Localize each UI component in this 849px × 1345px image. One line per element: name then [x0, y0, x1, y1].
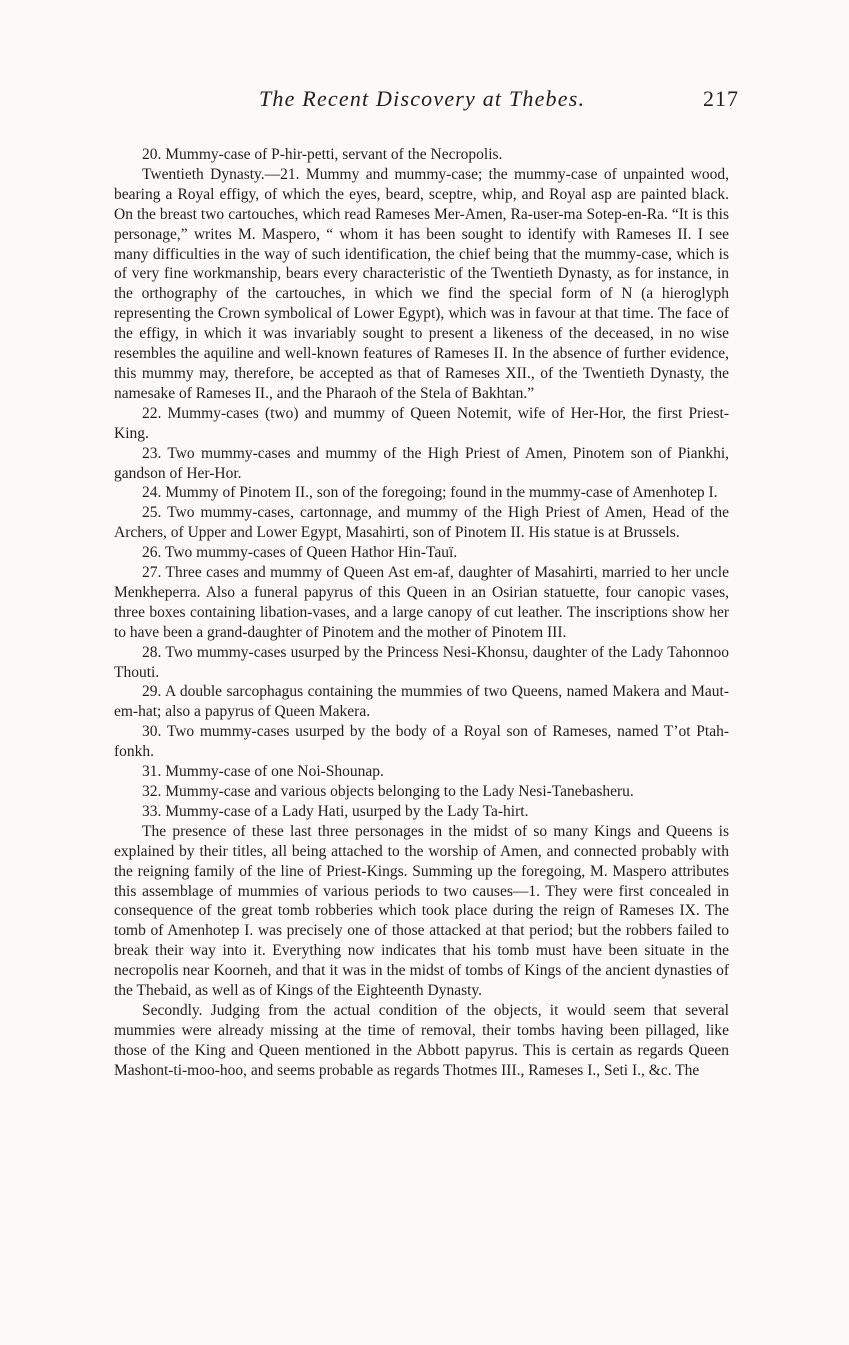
page-number: 217	[703, 86, 739, 111]
paragraph-twentieth-dynasty: Twentieth Dynasty.—21. Mummy and mummy-case; the mummy-case of unpainted wood, bearing a Royal effigy, of which the eyes, beard, sceptre, whip, and Royal asp are painted black. On the breast two cartouches, which read Rameses Mer-Amen, Ra-user-ma Sotep-en-Ra. “It is this personage,” writes M. Maspero, “ whom it has been sought to identify with Rameses II. I see many difficulties in the way of such identification, the chief being that the mummy-case, which is of very fine workmanship, bears every characteristic of the Twentieth Dynasty, as for instance, in the orthography of the cartouches, in which we find the special form of N (a hieroglyph representing the Crown symbolical of Lower Egypt), which was in favour at that time. The face of the effigy, in which it was invariably sought to present a likeness of the deceased, in no wise resembles the aquiline and well-known features of Rameses II. In the absence of further evidence, this mummy may, therefore, be accepted as that of Rameses XII., of the Twentieth Dynasty, the namesake of Rameses II., and the Pharaoh of the Stela of Bakhtan.”	[114, 165, 729, 402]
running-head	[114, 86, 739, 122]
paragraph-item-24: 24. Mummy of Pinotem II., son of the foregoing; found in the mummy-case of Amenhotep I.	[142, 484, 718, 502]
paragraph-secondly: Secondly. Judging from the actual condition of the objects, it would seem that several mummies were already missing at the time of removal, their tombs having been pillaged, like those of the King and Queen mentioned in the Abbott papyrus. This is certain as regards Queen Mashont-ti-moo-hoo, and seems probable as regards Thotmes III., Rameses I., Seti I., &c. The	[114, 1001, 729, 1079]
running-title: The Recent Discovery at Thebes.	[259, 86, 586, 111]
paragraph-item-33: 33. Mummy-case of a Lady Hati, usurped by the Lady Ta-hirt.	[142, 802, 529, 820]
paragraph-item-30: 30. Two mummy-cases usurped by the body of a Royal son of Rameses, named T’ot Ptah-fonkh.	[114, 723, 729, 761]
paragraph-item-22: 22. Mummy-cases (two) and mummy of Queen Notemit, wife of Her-Hor, the first Priest-King.	[114, 404, 729, 442]
paragraph-item-26: 26. Two mummy-cases of Queen Hathor Hin-Tauï.	[142, 544, 458, 562]
paragraph-item-27: 27. Three cases and mummy of Queen Ast em-af, daughter of Masahirti, married to her uncle Menkheperra. Also a funeral papyrus of this Queen in an Osirian statuette, four canopic vases, three boxes containing libation-vases, and a large canopy of cut leather. The inscriptions show her to have been a grand-daughter of Pinotem and the mother of Pinotem III.	[114, 564, 729, 641]
paragraph-item-31: 31. Mummy-case of one Noi-Shounap.	[142, 763, 384, 781]
paragraph-item-20: 20. Mummy-case of P-hir-petti, servant of the Necropolis.	[142, 146, 503, 163]
paragraph-item-23: 23. Two mummy-cases and mummy of the High Priest of Amen, Pinotem son of Piankhi, gandson of Her-Hor.	[114, 444, 729, 482]
paragraph-presence: The presence of these last three personages in the midst of so many Kings and Queens is explained by their titles, all being attached to the worship of Amen, and connected probably with the reigning family of the line of Priest-Kings. Summing up the foregoing, M. Maspero attributes this assemblage of mummies of various periods to two causes—1. They were first concealed in consequence of the great tomb robberies which took place during the reign of Rameses IX. The tomb of Amenhotep I. was precisely one of those attacked at that period; but the robbers failed to break their way into it. Everything now indicates that his tomb must have been situate in the necropolis near Koorneh, and that it was in the midst of tombs of Kings of the ancient dynasties of the Thebaid, as well as of Kings of the Eighteenth Dynasty.	[114, 822, 729, 1000]
body-text	[114, 145, 729, 1081]
paragraph-item-28: 28. Two mummy-cases usurped by the Princess Nesi-Khonsu, daughter of the Lady Tahonnoo Thouti.	[114, 643, 729, 681]
paragraph-item-25: 25. Two mummy-cases, cartonnage, and mummy of the High Priest of Amen, Head of the Archers, of Upper and Lower Egypt, Masahirti, son of Pinotem II. His statue is at Brussels.	[114, 504, 729, 542]
paragraph-item-29: 29. A double sarcophagus containing the mummies of two Queens, named Makera and Maut-em-hat; also a papyrus of Queen Makera.	[114, 683, 729, 721]
paragraph-item-32: 32. Mummy-case and various objects belonging to the Lady Nesi-Tanebasheru.	[142, 783, 634, 800]
